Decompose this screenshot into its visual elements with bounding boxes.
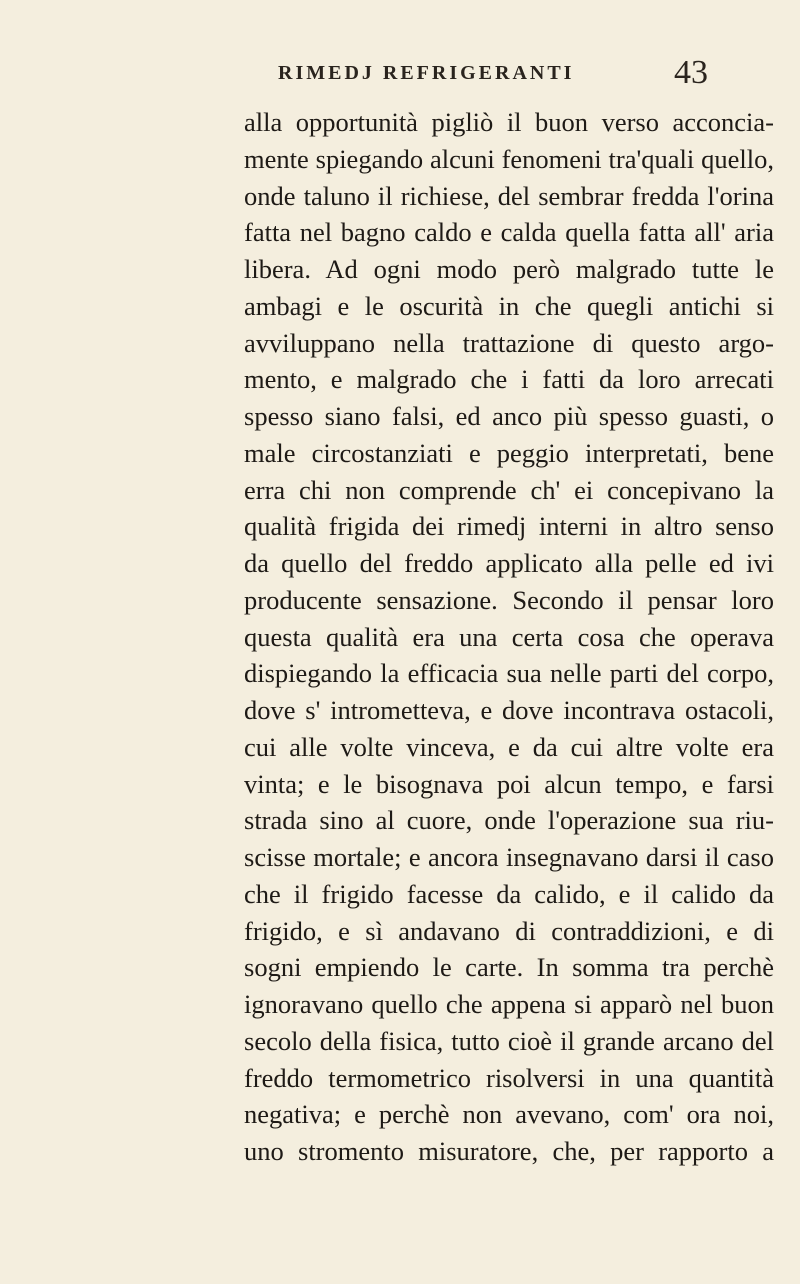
text-line: scisse mortale; e ancora insegnavano darsi il caso xyxy=(244,842,774,872)
body-text xyxy=(244,104,774,1170)
text-line: onde taluno il richiese, del sembrar fredda l'orina xyxy=(244,180,774,211)
text-line: avviluppano nella trattazione di questo argo- xyxy=(244,327,774,358)
text-line: frigido, e sì andavano di contraddizioni, e di xyxy=(244,915,774,946)
text-line: mento, e malgrado che i fatti da loro arrecati xyxy=(244,364,774,395)
text-line: ambagi e le oscurità in che quegli antichi si xyxy=(244,290,774,321)
text-line: fatta nel bagno caldo e calda quella fatta all' aria xyxy=(244,217,774,248)
text-line: negativa; e perchè non avevano, com' ora noi, xyxy=(244,1099,774,1130)
text-line: questa qualità era una certa cosa che operava xyxy=(244,621,774,652)
text-line: erra chi non comprende ch' ei concepivano la xyxy=(244,474,774,505)
text-line: sogni empiendo le carte. In somma tra perchè xyxy=(244,952,774,983)
text-line: dispiegando la efficacia sua nelle parti del corpo, xyxy=(244,658,774,689)
text-line: alla opportunità pigliò il buon verso acconcia- xyxy=(244,107,774,137)
text-line: mente spiegando alcuni fenomeni tra'quali quello, xyxy=(244,143,774,174)
text-line: libera. Ad ogni modo però malgrado tutte le xyxy=(244,254,774,284)
text-line: producente sensazione. Secondo il pensar loro xyxy=(244,584,774,615)
text-line: vinta; e le bisognava poi alcun tempo, e farsi xyxy=(244,768,774,799)
text-line: cui alle volte vinceva, e da cui altre volte era xyxy=(244,731,774,762)
text-line: freddo termometrico risolversi in una quantità xyxy=(244,1062,774,1093)
running-title: RIMEDJ REFRIGERANTI xyxy=(278,62,575,84)
text-line: strada sino al cuore, onde l'operazione sua riu- xyxy=(244,805,774,836)
text-line: uno stromento misuratore, che, per rapporto a xyxy=(244,1136,774,1166)
page-number: 43 xyxy=(674,54,708,91)
text-line: spesso siano falsi, ed anco più spesso guasti, o xyxy=(244,401,774,431)
text-line: che il frigido facesse da calido, e il calido da xyxy=(244,878,774,909)
text-line: ignoravano quello che appena si apparò nel buon xyxy=(244,989,774,1019)
text-line: da quello del freddo applicato alla pelle ed ivi xyxy=(244,548,774,578)
text-line: secolo della fisica, tutto cioè il grande arcano del xyxy=(244,1025,774,1056)
running-head xyxy=(0,54,800,104)
text-line: qualità frigida dei rimedj interni in altro senso xyxy=(244,511,774,542)
text-line: male circostanziati e peggio interpretati, bene xyxy=(244,437,774,468)
text-line: dove s' intrometteva, e dove incontrava ostacoli, xyxy=(244,695,774,725)
